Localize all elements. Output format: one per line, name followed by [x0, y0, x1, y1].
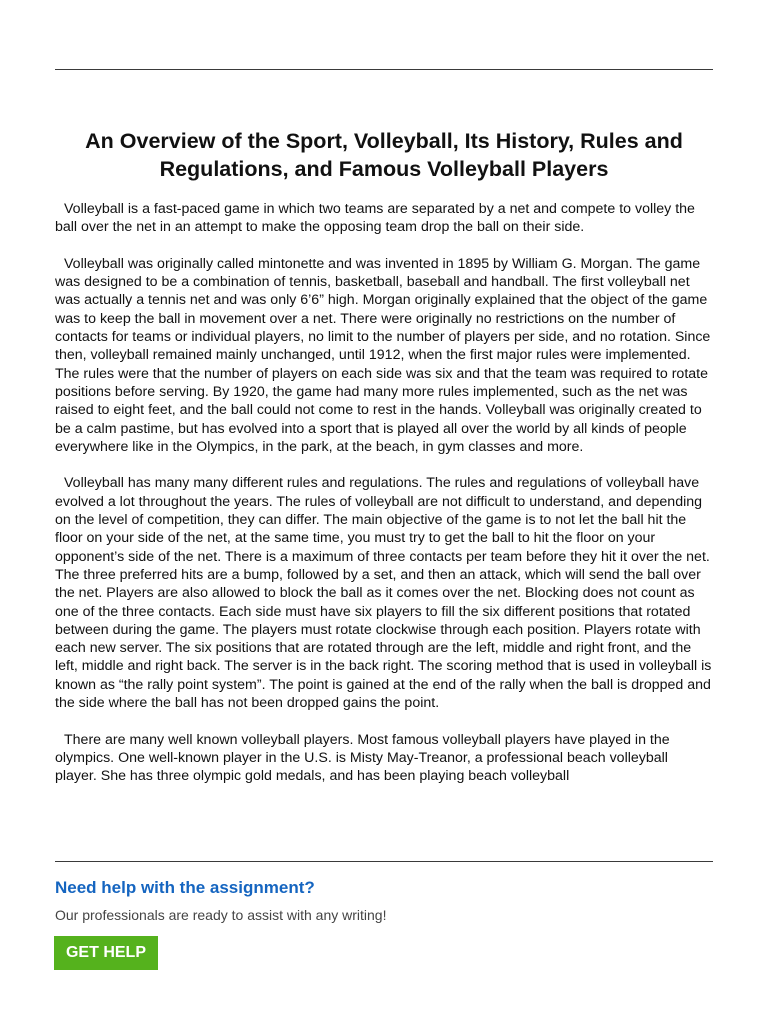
help-subtitle: Our professionals are ready to assist with any writing!: [55, 907, 387, 923]
paragraph-intro: Volleyball is a fast-paced game in which two teams are separated by a net and compete to volley the ball over the net in an attempt to make the opposing team drop the ball on their side.: [55, 201, 695, 236]
help-heading: Need help with the assignment?: [55, 878, 315, 897]
document-body: [55, 200, 713, 804]
get-help-button[interactable]: GET HELP: [54, 936, 158, 970]
bottom-divider: [55, 861, 713, 862]
top-divider: [55, 69, 713, 70]
paragraph-history: Volleyball was originally called mintonette and was invented in 1895 by William G. Morgan. The game was designed to be a combination of tennis, basketball, baseball and handball. The first volleyball net was actually a tennis net and was only 6’6” high. Morgan originally explained that the object of the game was to keep the ball in movement over a net. There were originally no restrictions on the number of contacts for teams or individual players, no limit to the number of players per side, and no rotation. Since then, volleyball remained mainly unchanged, until 1912, when the first major rules were implemented. The rules were that the number of players on each side was six and that the team was required to rotate positions before serving. By 1920, the game had many more rules implemented, such as the net was raised to eight feet, and the ball could not come to rest in the hands. Volleyball was originally created to be a calm pastime, but has evolved into a sport that is played all over the world by all kinds of people everywhere like in the Olympics, in the park, at the beach, in gym classes and more.: [55, 255, 711, 455]
paragraph-rules: Volleyball has many many different rules and regulations. The rules and regulations of volleyball have evolved a lot throughout the years. The rules of volleyball are not difficult to understand, and depending on the level of competition, they can differ. The main objective of the game is to not let the ball hit the floor on your side of the net, at the same time, you must try to get the ball to hit the floor on your opponent’s side of the net. There is a maximum of three contacts per team before they hit it over the net. The three preferred hits are a bump, followed by a set, and then an attack, which will send the ball over the net. Players are also allowed to block the ball as it comes over the net. Blocking does not count as one of the three contacts. Each side must have six players to fill the six different positions that rotated between during the game. The players must rotate clockwise through each position. Players rotate with each new server. The six positions that are rotated through are the left, middle and right front, and the left, middle and right back. The server is in the back right. The scoring method that is used in volleyball is known as “the rally point system”. The point is gained at the end of the rally when the ball is dropped and the side where the ball has not been dropped gains the point.: [55, 475, 712, 712]
document-title: An Overview of the Sport, Volleyball, Its History, Rules and Regulations, and Famous Volleyball Players: [85, 129, 683, 181]
paragraph-players: There are many well known volleyball players. Most famous volleyball players have played in the olympics. One well-known player in the U.S. is Misty May-Treanor, a professional beach volleyball player. She has three olympic gold medals, and has been playing beach volleyball: [55, 731, 670, 785]
